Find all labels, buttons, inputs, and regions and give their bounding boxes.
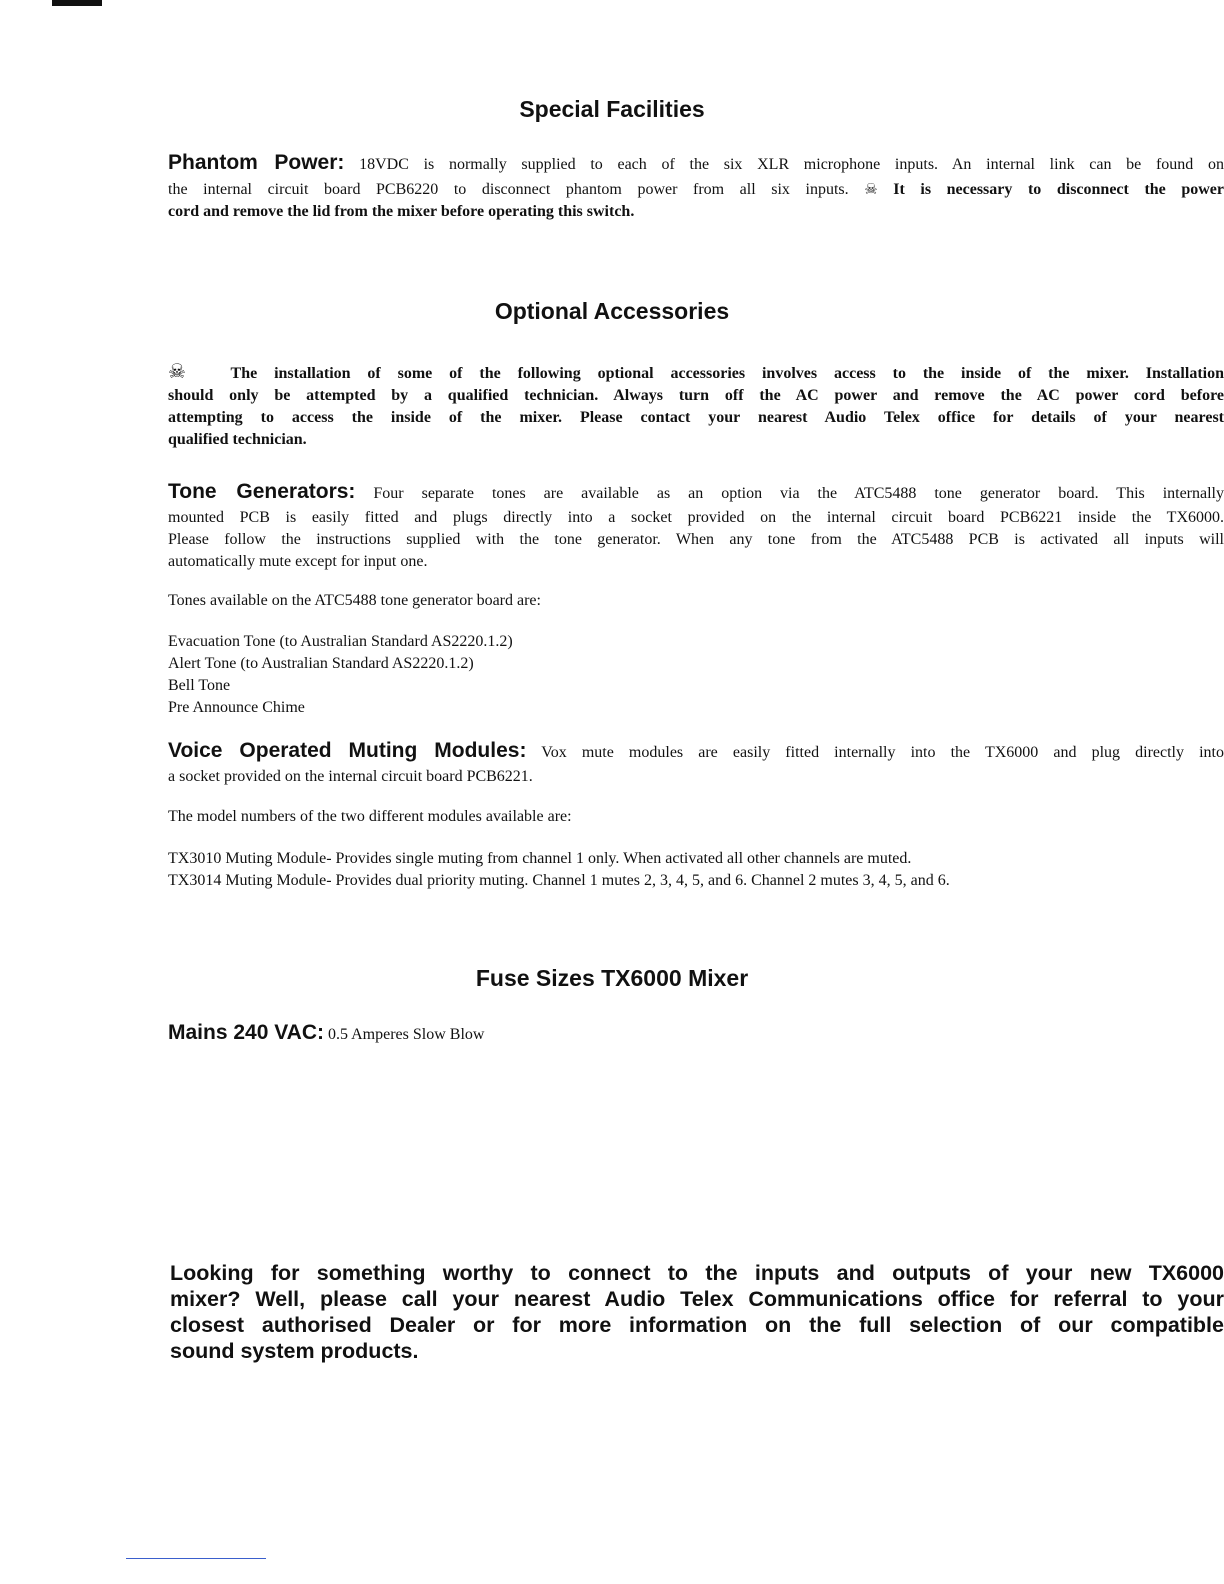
modules-list [168, 848, 1224, 892]
skull-crossbones-icon: ☠ [168, 360, 186, 383]
mains-fuse-value: 0.5 Amperes Slow Blow [328, 1026, 485, 1043]
phantom-power-line-1 [168, 150, 1224, 178]
accessories-warning-line-3: attempting to access the inside of the mixer. Please contact your nearest Audio Telex office for details of your nearest [168, 409, 1224, 426]
accessories-warning-line-1 [168, 360, 1224, 385]
list-item: Bell Tone [168, 677, 231, 694]
tones-list-intro [168, 590, 1224, 612]
phantom-power-label: Phantom Power: [168, 151, 345, 174]
muting-modules-label: Voice Operated Muting Modules: [168, 739, 527, 762]
muting-modules-line-1 [168, 738, 1224, 766]
accessories-warning-line-4: qualified technician. [168, 431, 307, 448]
list-item: Alert Tone (to Australian Standard AS2220.1.2) [168, 655, 474, 672]
closing-line-2: mixer? Well, please call your nearest Audio Telex Communications office for referral to your [170, 1287, 1224, 1311]
accessories-warning-line-2: should only be attempted by a qualified technician. Always turn off the AC power and remove the AC power cord before [168, 387, 1224, 404]
phantom-power-text-2: the internal circuit board PCB6220 to disconnect phantom power from all six inputs. [168, 181, 849, 198]
tone-generators-line-3: Please follow the instructions supplied with the tone generator. When any tone from the ATC5488 PCB is activated all inputs will [168, 531, 1224, 548]
closing-line-3: closest authorised Dealer or for more information on the full selection of our compatible [170, 1313, 1224, 1337]
closing-line-4: sound system products. [170, 1339, 419, 1363]
tone-generators-section [168, 479, 1224, 573]
modules-list-intro-text: The model numbers of the two different modules available are: [168, 808, 572, 825]
skull-crossbones-icon: ☠ [864, 180, 878, 198]
accessories-warning [168, 360, 1224, 451]
modules-list-intro [168, 806, 1224, 828]
tone-generators-line-2: mounted PCB is easily fitted and plugs directly into a socket provided on the internal circuit board PCB6221 inside the TX6000. [168, 509, 1224, 526]
tone-generators-line-1 [168, 479, 1224, 507]
tone-generators-line-4: automatically mute except for input one. [168, 553, 428, 570]
tone-generators-text-1: Four separate tones are available as an option via the ATC5488 tone generator board. This internally [373, 485, 1224, 502]
closing-line-1: Looking for something worthy to connect to the inputs and outputs of your new TX6000 [170, 1261, 1224, 1285]
list-item: Evacuation Tone (to Australian Standard AS2220.1.2) [168, 633, 513, 650]
mains-label: Mains 240 VAC: [168, 1021, 324, 1044]
phantom-power-text-1: 18VDC is normally supplied to each of the six XLR microphone inputs. An internal link can be found on [359, 156, 1224, 173]
phantom-power-line-2 [168, 178, 1224, 201]
closing-paragraph [170, 1260, 1224, 1364]
footnote-rule [126, 1558, 266, 1559]
fuse-sizes-line [168, 1020, 1224, 1048]
optional-accessories-heading: Optional Accessories [494, 298, 730, 324]
phantom-power-section [168, 150, 1224, 223]
muting-modules-text-1: Vox mute modules are easily fitted internally into the TX6000 and plug directly into [541, 744, 1224, 761]
phantom-power-warning-continued: cord and remove the lid from the mixer before operating this switch. [168, 203, 635, 220]
fuse-sizes-section [168, 1020, 1224, 1048]
list-item: TX3014 Muting Module- Provides dual priority muting. Channel 1 mutes 2, 3, 4, 5, and 6. Channel 2 mutes 3, 4, 5, and 6. [168, 872, 950, 889]
tones-list [168, 631, 1224, 719]
accessories-warning-text-1: The installation of some of the following optional accessories involves access to the inside of the mixer. Installation [230, 365, 1224, 382]
special-facilities-heading: Special Facilities [519, 96, 705, 122]
list-item: Pre Announce Chime [168, 699, 305, 716]
tones-list-intro-text: Tones available on the ATC5488 tone generator board are: [168, 592, 541, 609]
list-item: TX3010 Muting Module- Provides single muting from channel 1 only. When activated all other channels are muted. [168, 850, 912, 867]
tone-generators-label: Tone Generators: [168, 480, 356, 503]
muting-modules-line-2: a socket provided on the internal circuit board PCB6221. [168, 768, 533, 785]
fuse-sizes-heading: Fuse Sizes TX6000 Mixer [475, 965, 749, 991]
phantom-power-warning: It is necessary to disconnect the power [893, 181, 1224, 198]
muting-modules-section [168, 738, 1224, 788]
